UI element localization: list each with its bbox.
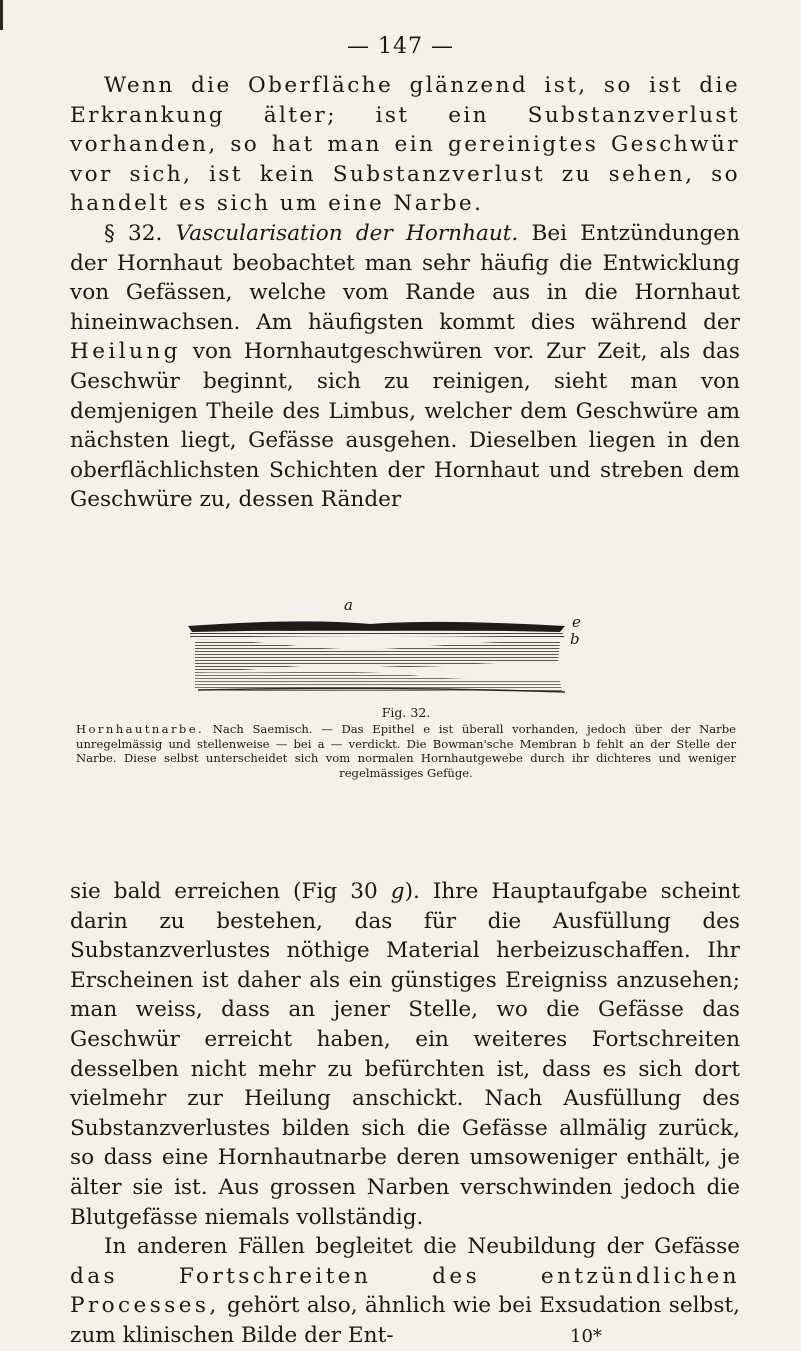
bowman-membrane bbox=[190, 630, 565, 638]
signature-mark: 10* bbox=[570, 1326, 602, 1347]
page-number: — 147 — bbox=[347, 34, 454, 59]
figure-reference: g bbox=[390, 879, 405, 904]
figure-illustration bbox=[180, 596, 581, 694]
figure-label-a: a bbox=[344, 596, 353, 614]
paragraph-3-text-b: ). Ihre Hauptaufgabe scheint darin zu bestehen, das für die Ausfüllung des Substanzverlustes nöthige Material herbeizuschaffen. Ihr Erscheinen ist daher als ein günstiges Ereigniss anzusehen; man weiss, dass an jener Stelle, wo die Gefässe das Geschwür erreicht haben, ein weiteres Fortschreiten desselben nicht mehr zu befürchten ist, dass es sich dort vielmehr zur Heilung anschickt. Nach Ausfüllung des Substanzverlustes bilden sich die Gefässe allmälig zurück, so dass eine Hornhautnarbe deren umsoweniger enthält, je älter sie ist. Aus grossen Narben verschwinden jedoch die Blutgefässe niemals vollständig. bbox=[70, 879, 740, 1230]
caption-text bbox=[76, 722, 736, 780]
paragraph-3 bbox=[70, 877, 740, 1232]
figure-label-b: b bbox=[570, 630, 580, 648]
figure-label-e: e bbox=[572, 613, 581, 631]
scar-tissue bbox=[195, 640, 560, 671]
paragraph-4-text-b: gehört also, ähnlich wie bei Exsudation selbst, zum klinischen Bilde der Ent- bbox=[70, 1293, 740, 1348]
caption-source: Nach Saemisch. bbox=[212, 722, 313, 737]
paragraph-4-text-a: In anderen Fällen begleitet die Neubildung der Gefässe bbox=[104, 1234, 740, 1260]
text-block-upper bbox=[70, 71, 740, 515]
paragraph-2-text-a: Bei Entzündungen der Hornhaut beobachtet man sehr häufig die Entwicklung von Gefässen, welche vom Rande aus in die Hornhaut hineinwachsen. Am häufigsten kommt dies während der bbox=[70, 220, 740, 335]
figure-caption bbox=[76, 706, 736, 780]
emphasis-heilung: Heilung bbox=[70, 339, 181, 365]
text-block-lower bbox=[70, 877, 740, 1351]
paragraph-4 bbox=[70, 1232, 740, 1350]
figure-number: Fig. 32. bbox=[381, 705, 431, 720]
emphasis-fortschreiten: das Fortschreiten des entzündlichen Processes, bbox=[70, 1263, 740, 1319]
cornea-scar-drawing bbox=[180, 620, 580, 694]
caption-body: — Das Epithel e ist überall vorhanden, jedoch über der Narbe unregelmässig und stellenweise — bei a — verdickt. Die Bowman'sche Membran b fehlt an der Stelle der Narbe. Diese selbst unterscheidet sich vom normalen Hornhautgewebe durch ihr dichteres und weniger regelmässiges Gefüge. bbox=[76, 722, 737, 780]
paragraph-2 bbox=[70, 219, 740, 515]
paragraph-3-text-a: sie bald erreichen (Fig 30 bbox=[70, 879, 378, 904]
page-edge bbox=[0, 0, 3, 30]
caption-title: Hornhautnarbe. bbox=[76, 722, 205, 737]
section-title: Vascularisation der Hornhaut. bbox=[175, 220, 519, 246]
section-number: § 32. bbox=[104, 220, 163, 246]
paragraph-2-text-b: von Hornhautgeschwüren vor. Zur Zeit, als das Geschwür beginnt, sich zu reinigen, sieht man von demjenigen Theile des Limbus, welcher dem Geschwüre am nächsten liegt, Gefässe ausgehen. Dieselben liegen in den oberflächlichsten Schichten der Hornhaut und streben dem Geschwüre zu, dessen Ränder bbox=[70, 339, 740, 513]
paragraph-1: Wenn die Oberfläche glänzend ist, so ist die Erkrankung älter; ist ein Substanzverlust vorhanden, so hat man ein gereinigtes Geschwür vor sich, ist kein Substanzverlust zu sehen, so handelt es sich um eine Narbe. bbox=[70, 73, 740, 217]
